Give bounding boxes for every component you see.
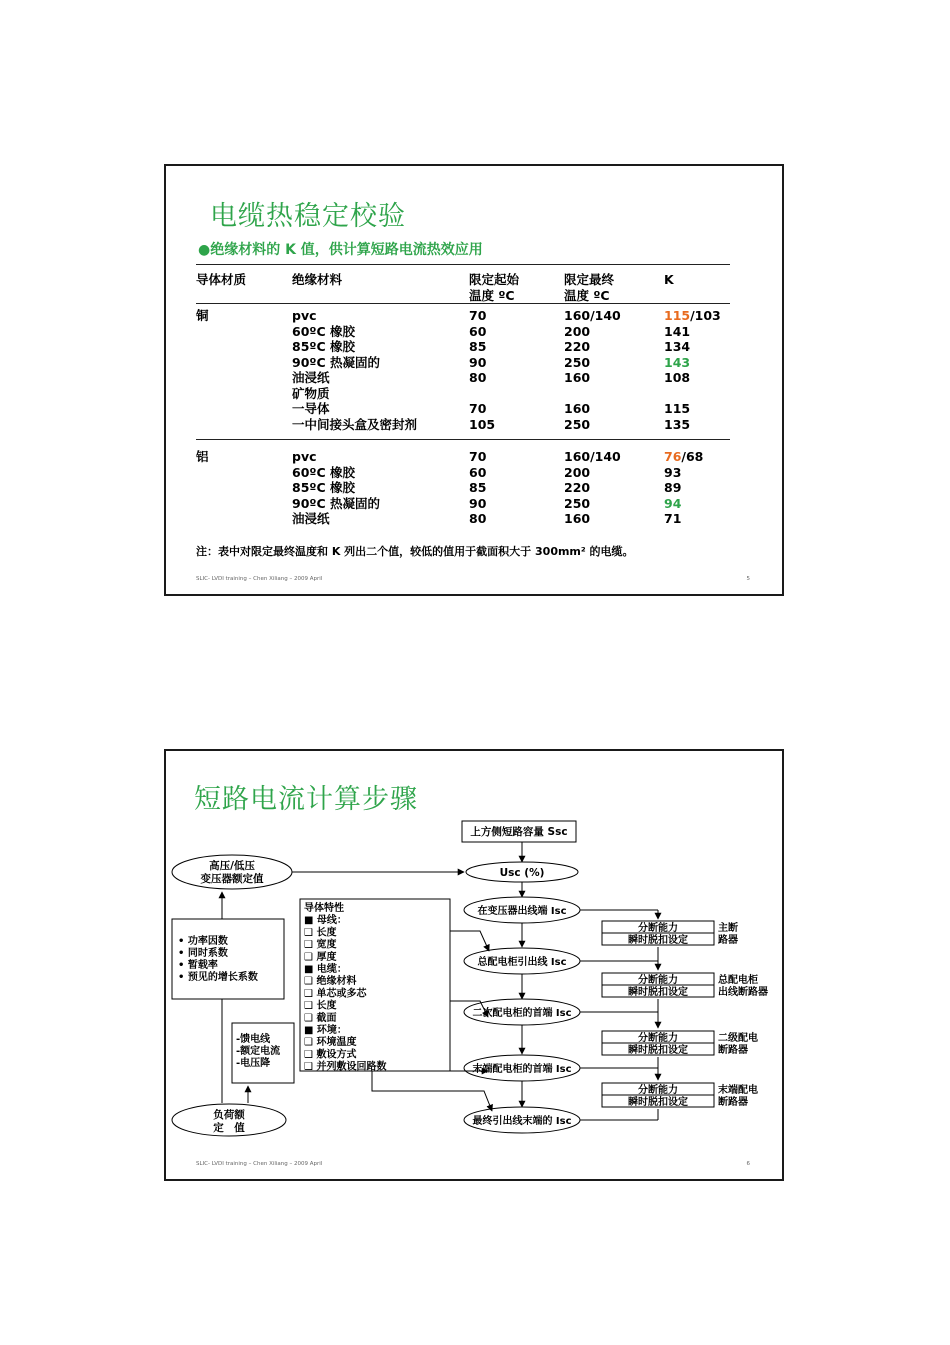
factor-item: • 预见的增长系数 <box>178 972 258 983</box>
insulation-cell: 85ºC 橡胶 <box>292 480 355 495</box>
conductor-property-item: ❑ 绝缘材料 <box>304 976 357 988</box>
insulation-cell: 90ºC 热凝固的 <box>292 354 380 370</box>
breaker-trip-label: 瞬时脱扣设定 <box>628 1045 688 1056</box>
start-temp-cell: 80 <box>469 511 487 526</box>
feeder-list <box>236 1032 280 1069</box>
breaker-trip-label: 瞬时脱扣设定 <box>628 987 688 998</box>
insulation-cell: 油浸纸 <box>292 511 330 526</box>
aluminium-start-temp-column <box>469 449 486 527</box>
flowchart <box>166 751 782 1179</box>
k-value-highlight: 76 <box>664 449 682 464</box>
conductor-property-item: ❑ 敷设方式 <box>304 1049 357 1061</box>
k-cell: 115/103 <box>664 308 721 323</box>
breaker-name-label: 断路器 <box>718 1097 748 1108</box>
start-temp-cell: 90 <box>469 354 487 370</box>
insulation-cell: 60ºC 橡胶 <box>292 323 355 339</box>
insulation-cell: 85ºC 橡胶 <box>292 339 355 354</box>
k-cell: 94 <box>664 495 682 511</box>
start-temp-cell: 105 <box>469 416 496 432</box>
factors-box <box>172 919 284 999</box>
breaker-name-label: 路器 <box>718 935 738 946</box>
breaker-name-label: 二级配电 <box>718 1033 758 1044</box>
feeder-item: -馈电线 <box>236 1034 271 1045</box>
start-temp-cell: 70 <box>469 449 487 464</box>
insulation-cell: pvc <box>292 308 317 323</box>
start-temp-cell: 60 <box>469 323 487 339</box>
final-temp-cell: 250 <box>564 354 591 370</box>
final-temp-cell: 200 <box>564 323 591 339</box>
usc-label: Usc (%) <box>499 867 545 879</box>
table-note: 注：表中对限定最终温度和 K 列出二个值，较低的值用于截面积大于 300mm² 的电缆。 <box>196 545 634 558</box>
feeder-item: -电压降 <box>236 1058 271 1069</box>
k-cell: 89 <box>664 480 682 495</box>
load-label-1: 负荷额 <box>213 1109 245 1121</box>
breaker-name-label: 总配电柜 <box>718 975 758 986</box>
header-start-temp: 限定起始 温度 ºC <box>469 272 520 303</box>
insulation-cell: 矿物质 <box>292 385 330 401</box>
ssc-label: 上方侧短路容量 Ssc <box>470 826 568 838</box>
header-k: K <box>664 272 674 287</box>
k-cell: 135 <box>664 416 691 432</box>
copper-k-column <box>664 308 721 432</box>
isc-node-label: 最终引出线末端的 Isc <box>472 1116 572 1127</box>
copper-final-temp-column <box>564 308 621 432</box>
breaker-labels <box>628 921 768 1108</box>
conductor-property-item: ❑ 环境温度 <box>304 1037 357 1049</box>
conductor-property-item: 导体特性 <box>304 903 344 914</box>
isc-node-label: 在变压器出线端 Isc <box>477 906 567 917</box>
start-temp-cell: 70 <box>469 308 487 323</box>
start-temp-cell: 85 <box>469 480 487 495</box>
k-cell: 93 <box>664 464 682 480</box>
final-temp-cell: 220 <box>564 480 591 495</box>
conductor-property-item: ■ 电缆： <box>304 964 347 975</box>
transformer-label-1: 高压/低压 <box>209 860 255 872</box>
final-temp-cell: 160/140 <box>564 308 621 323</box>
conductor-property-item: ■ 母线： <box>304 915 347 927</box>
factors-list <box>178 934 258 983</box>
start-temp-cell <box>469 386 495 402</box>
header-bottom-rule <box>196 303 730 304</box>
start-temp-cell: 60 <box>469 464 487 480</box>
final-temp-cell: 220 <box>564 339 591 354</box>
insulation-cell: 90ºC 热凝固的 <box>292 495 380 511</box>
slide-title: 短路电流计算步骤 <box>194 784 418 815</box>
k-cell: 115 <box>664 401 691 416</box>
slide-footer: SLIC- LVDI training – Chen Xiliang – 2009 April <box>196 1161 323 1167</box>
table-top-rule <box>196 264 730 265</box>
start-temp-cell: 90 <box>469 495 487 511</box>
slide-title: 电缆热稳定校验 <box>210 201 406 232</box>
isc-node-label: 末端配电柜的首端 Isc <box>472 1064 572 1075</box>
conductor-properties-list <box>304 901 386 1073</box>
copper-insulation-column <box>292 308 417 432</box>
final-temp-cell: 250 <box>564 495 591 511</box>
final-temp-cell: 200 <box>564 464 591 480</box>
feeder-item: -额定电流 <box>236 1046 281 1057</box>
insulation-cell: 一中间接头盒及密封剂 <box>292 416 418 432</box>
factor-item: • 功率因数 <box>178 936 228 947</box>
aluminium-final-temp-column <box>564 449 621 527</box>
final-temp-cell: 160 <box>564 370 591 385</box>
k-value-highlight: 115 <box>664 308 691 323</box>
breaker-name-label: 末端配电 <box>718 1085 758 1096</box>
slide-footer: SLIC- LVDI training – Chen Xiliang – 2009 April <box>196 576 323 582</box>
breaker-capacity-label: 分断能力 <box>638 1085 678 1096</box>
final-temp-cell <box>564 386 621 402</box>
slide-cable-thermal-check <box>164 164 784 596</box>
conductor-copper: 铜 <box>196 308 209 323</box>
header-insulation: 绝缘材料 <box>292 272 343 287</box>
breaker-trip-label: 瞬时脱扣设定 <box>628 1097 688 1108</box>
conductor-property-item: ❑ 宽度 <box>304 939 337 951</box>
conductor-property-item: ❑ 长度 <box>304 927 337 939</box>
conductor-property-item: ■ 环境： <box>304 1025 347 1036</box>
final-temp-cell: 160 <box>564 401 591 416</box>
k-cell: 108 <box>664 370 691 385</box>
header-final-temp: 限定最终 温度 ºC <box>564 272 615 303</box>
final-temp-cell: 250 <box>564 416 591 432</box>
breaker-name-label: 主断 <box>718 923 738 934</box>
isc-node-label: 二次配电柜的首端 Isc <box>472 1008 572 1019</box>
k-cell: 134 <box>664 339 691 354</box>
factor-item: • 暂载率 <box>178 960 218 971</box>
k-cell: 143 <box>664 354 691 370</box>
k-cell <box>664 386 721 402</box>
k-cell: 76/68 <box>664 449 704 464</box>
start-temp-cell: 70 <box>469 401 487 416</box>
breaker-capacity-label: 分断能力 <box>638 1033 678 1044</box>
conductor-aluminium: 铝 <box>196 449 209 464</box>
conductor-property-item: ❑ 长度 <box>304 1000 337 1012</box>
conductor-property-item: ❑ 单芯或多芯 <box>304 988 367 1000</box>
aluminium-k-column <box>664 449 703 527</box>
final-temp-cell: 160 <box>564 511 591 526</box>
header-conductor: 导体材质 <box>196 272 247 287</box>
slide-subtitle: ●绝缘材料的 K 值，供计算短路电流热效应用 <box>198 242 483 258</box>
k-cell: 141 <box>664 323 691 339</box>
breaker-capacity-label: 分断能力 <box>638 975 678 986</box>
page-number: 5 <box>746 576 750 582</box>
conductor-property-item: ❑ 厚度 <box>304 951 337 963</box>
final-temp-cell: 160/140 <box>564 449 621 464</box>
insulation-cell: 60ºC 橡胶 <box>292 464 355 480</box>
transformer-label-2: 变压器额定值 <box>200 873 264 885</box>
copper-start-temp-column <box>469 308 495 432</box>
isc-node-label: 总配电柜引出线 Isc <box>477 957 567 968</box>
aluminium-insulation-column <box>292 449 380 527</box>
insulation-cell: pvc <box>292 449 317 464</box>
conductor-property-item: ❑ 并列敷设回路数 <box>304 1061 387 1073</box>
breaker-trip-label: 瞬时脱扣设定 <box>628 935 688 946</box>
breaker-name-label: 断路器 <box>718 1045 748 1056</box>
insulation-cell: 一导体 <box>292 401 330 416</box>
load-label-2: 定 值 <box>213 1122 245 1134</box>
slide-short-circuit-steps <box>164 749 784 1181</box>
factor-item: • 同时系数 <box>178 948 228 959</box>
k-cell: 71 <box>664 511 682 526</box>
breaker-capacity-label: 分断能力 <box>638 923 678 934</box>
conductor-property-item: ❑ 截面 <box>304 1012 337 1024</box>
start-temp-cell: 80 <box>469 370 487 385</box>
page-number: 6 <box>746 1161 750 1167</box>
section-rule <box>196 439 730 440</box>
start-temp-cell: 85 <box>469 339 487 354</box>
insulation-cell: 油浸纸 <box>292 370 330 385</box>
breaker-name-label: 出线断路器 <box>718 987 768 998</box>
